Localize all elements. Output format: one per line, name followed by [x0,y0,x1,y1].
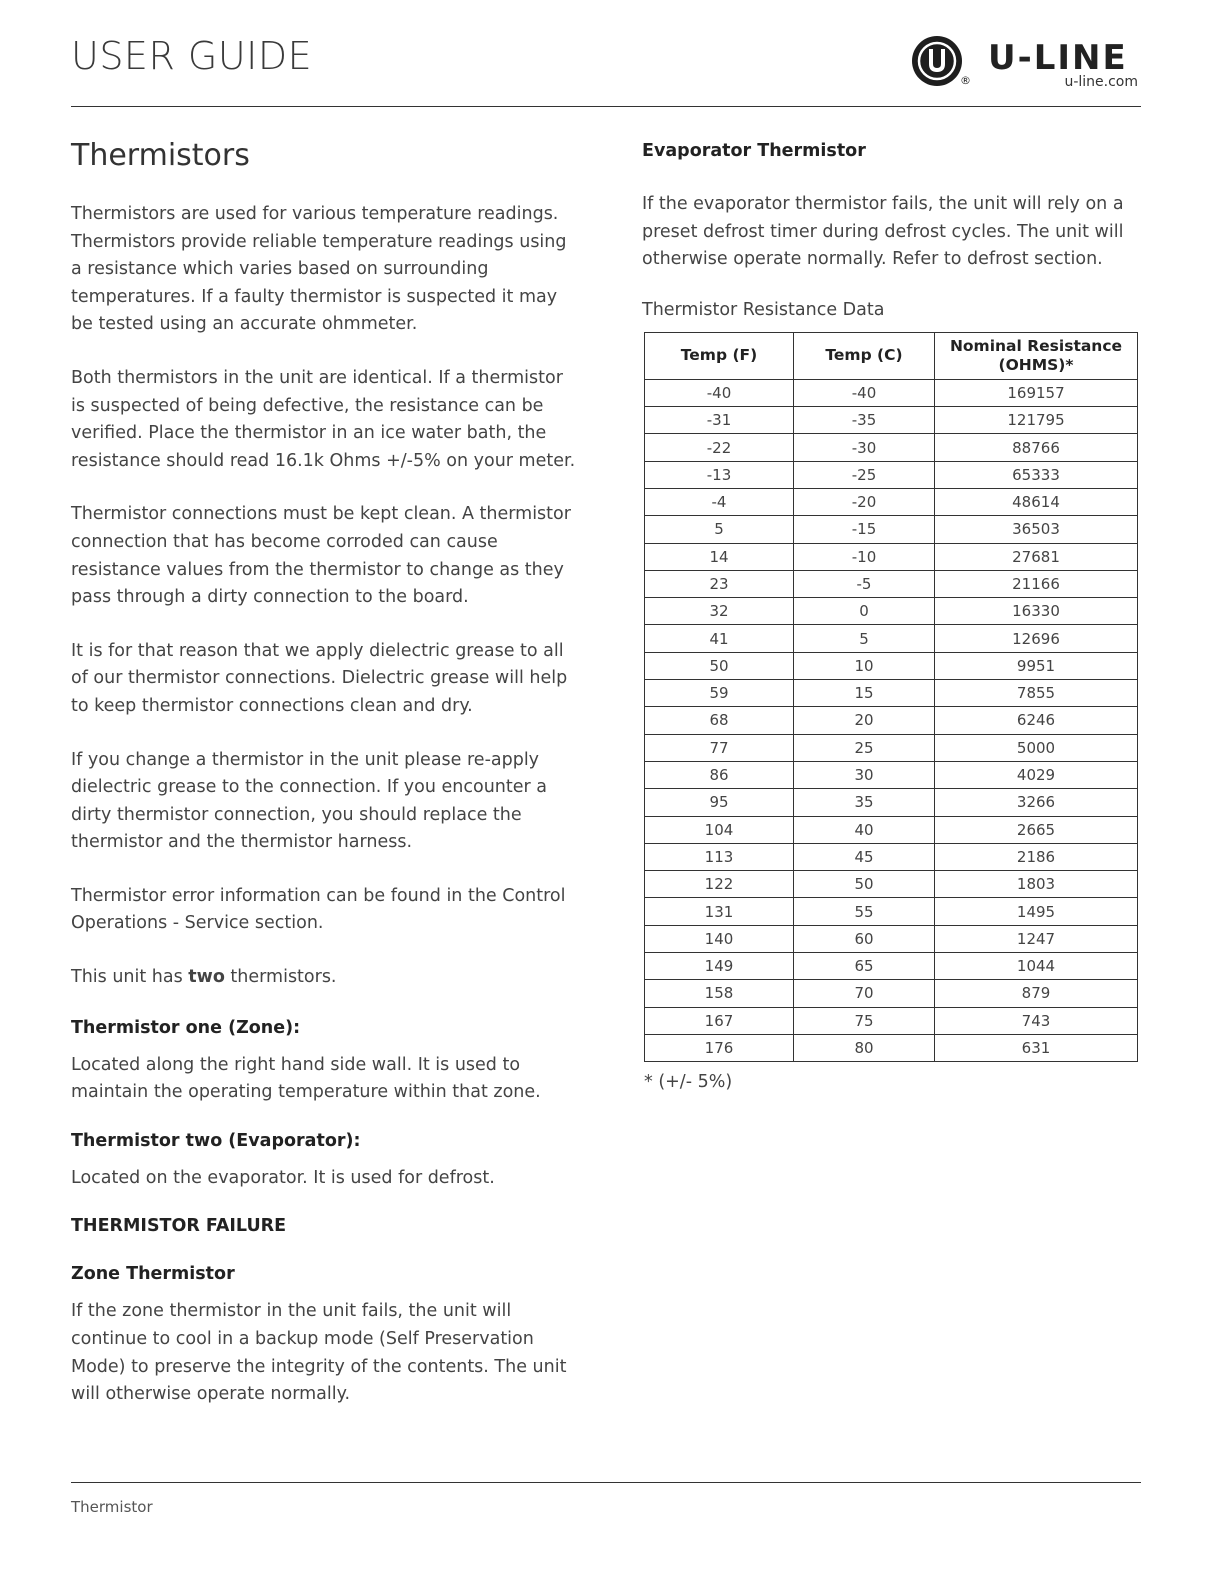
brand-logo [910,34,1150,94]
table-row [645,652,1138,679]
paragraph-count [71,964,581,992]
left-column [71,130,581,1435]
paragraph-evaporator: If the evaporator thermistor fails, the unit will rely on a preset defrost timer during defrost cycles. The unit will otherwise operate normally. Refer to defrost section. [642,194,1124,270]
cell-resistance: 1495 [935,898,1138,925]
cell-temp-c: 60 [794,925,935,952]
cell-temp-c: 50 [794,871,935,898]
cell-temp-f: -31 [645,407,794,434]
table-row [645,516,1138,543]
header-resistance: Nominal Resistance (OHMS)* [935,332,1138,379]
paragraph-thermistor-two: Located on the evaporator. It is used for defrost. [71,1167,495,1188]
cell-temp-f: 122 [645,871,794,898]
table-row [645,680,1138,707]
cell-temp-c: 55 [794,898,935,925]
cell-temp-c: -5 [794,570,935,597]
table-row [645,980,1138,1007]
cell-resistance: 1247 [935,925,1138,952]
heading-zone-thermistor: Zone Thermistor [71,1264,235,1285]
paragraph-error-info: Thermistor error information can be found in the Control Operations - Service section. [71,885,566,934]
table-row [645,434,1138,461]
cell-temp-c: 15 [794,680,935,707]
cell-temp-f: -13 [645,461,794,488]
cell-temp-f: 113 [645,843,794,870]
cell-resistance: 27681 [935,543,1138,570]
footer-divider [71,1482,1141,1483]
cell-temp-c: -30 [794,434,935,461]
cell-temp-f: 104 [645,816,794,843]
cell-temp-c: 20 [794,707,935,734]
heading-thermistor-failure: THERMISTOR FAILURE [71,1216,287,1237]
cell-temp-f: 149 [645,953,794,980]
cell-temp-f: 77 [645,734,794,761]
cell-temp-c: 5 [794,625,935,652]
cell-resistance: 121795 [935,407,1138,434]
table-header-row [645,332,1138,379]
table-row [645,871,1138,898]
cell-resistance: 21166 [935,570,1138,597]
cell-resistance: 48614 [935,488,1138,515]
heading-evaporator-thermistor: Evaporator Thermistor [642,141,866,161]
table-row [645,925,1138,952]
cell-temp-c: -25 [794,461,935,488]
cell-temp-c: 70 [794,980,935,1007]
cell-temp-c: 40 [794,816,935,843]
cell-temp-c: -10 [794,543,935,570]
footer-label: Thermistor [71,1498,153,1516]
right-column [642,130,1142,1092]
table-row [645,625,1138,652]
table-footnote: * (+/- 5%) [644,1072,733,1093]
cell-temp-f: 5 [645,516,794,543]
table-row [645,816,1138,843]
table-row [645,707,1138,734]
cell-resistance: 9951 [935,652,1138,679]
table-row [645,488,1138,515]
cell-temp-c: 25 [794,734,935,761]
cell-temp-f: -4 [645,488,794,515]
cell-temp-c: 45 [794,843,935,870]
table-row [645,543,1138,570]
cell-resistance: 1044 [935,953,1138,980]
cell-temp-c: 35 [794,789,935,816]
heading-thermistor-two: Thermistor two (Evaporator): [71,1130,361,1151]
table-row [645,843,1138,870]
cell-temp-f: 32 [645,598,794,625]
cell-temp-c: 75 [794,1007,935,1034]
table-row [645,761,1138,788]
cell-temp-f: 158 [645,980,794,1007]
cell-temp-f: 140 [645,925,794,952]
cell-temp-f: 68 [645,707,794,734]
table-row [645,461,1138,488]
cell-temp-c: -35 [794,407,935,434]
cell-temp-f: 167 [645,1007,794,1034]
cell-temp-c: 0 [794,598,935,625]
table-caption: Thermistor Resistance Data [642,299,885,320]
cell-temp-f: 176 [645,1034,794,1061]
cell-resistance: 12696 [935,625,1138,652]
cell-resistance: 6246 [935,707,1138,734]
cell-temp-f: 131 [645,898,794,925]
table-row [645,898,1138,925]
cell-resistance: 169157 [935,379,1138,406]
cell-temp-c: 65 [794,953,935,980]
paragraph-intro: Thermistors are used for various temperature readings. Thermistors provide reliable temperature readings using a resistance which varies based on surrounding temperatures. If a faulty thermistor is suspected it may be tested using an accurate ohmmeter. [71,204,567,335]
cell-temp-f: 95 [645,789,794,816]
brand-url[interactable]: u-line.com [1064,74,1138,90]
u-line-logo-icon [910,34,964,88]
cell-resistance: 16330 [935,598,1138,625]
paragraph-identical: Both thermistors in the unit are identical. If a thermistor is suspected of being defective, the resistance can be verified. Place the thermistor in an ice water bath, the resistance should read 16.1k Ohms +/-5% on your meter. [71,367,576,471]
section-heading: Thermistors [71,138,250,173]
table-row [645,1034,1138,1061]
cell-temp-c: 10 [794,652,935,679]
table-row [645,734,1138,761]
paragraph-replace: If you change a thermistor in the unit please re-apply dielectric grease to the connection. If you encounter a dirty thermistor connection, you should replace the thermistor and the thermistor harness. [71,749,547,853]
brand-name: U-LINE [988,38,1128,78]
count-text-post: thermistors. [224,967,337,988]
header-temp-f: Temp (F) [645,332,794,379]
page-title: USER GUIDE [71,34,313,78]
cell-temp-f: 23 [645,570,794,597]
cell-temp-f: -22 [645,434,794,461]
table-row [645,407,1138,434]
table-row [645,379,1138,406]
cell-resistance: 3266 [935,789,1138,816]
table-row [645,598,1138,625]
cell-resistance: 2186 [935,843,1138,870]
cell-temp-c: -20 [794,488,935,515]
table-row [645,789,1138,816]
table-row [645,570,1138,597]
cell-resistance: 2665 [935,816,1138,843]
heading-thermistor-one: Thermistor one (Zone): [71,1017,301,1038]
header-divider [71,106,1141,107]
count-text-pre: This unit has [71,967,189,988]
cell-resistance: 65333 [935,461,1138,488]
registered-mark: ® [960,74,971,87]
cell-temp-f: 14 [645,543,794,570]
cell-temp-c: -15 [794,516,935,543]
cell-resistance: 879 [935,980,1138,1007]
cell-resistance: 1803 [935,871,1138,898]
cell-temp-f: 59 [645,680,794,707]
table-body [645,379,1138,1061]
table-row [645,953,1138,980]
cell-temp-f: -40 [645,379,794,406]
cell-resistance: 36503 [935,516,1138,543]
cell-temp-c: 30 [794,761,935,788]
paragraph-zone-thermistor: If the zone thermistor in the unit fails, the unit will continue to cool in a backup mode (Self Preservation Mode) to preserve the integrity of the contents. The unit will otherwise operate normally. [71,1301,567,1405]
paragraph-grease: It is for that reason that we apply dielectric grease to all of our thermistor connections. Dielectric grease will help to keep thermistor connections clean and dry. [71,640,568,716]
table-row [645,1007,1138,1034]
cell-temp-c: 80 [794,1034,935,1061]
cell-resistance: 5000 [935,734,1138,761]
cell-resistance: 631 [935,1034,1138,1061]
cell-temp-f: 50 [645,652,794,679]
cell-resistance: 4029 [935,761,1138,788]
cell-resistance: 743 [935,1007,1138,1034]
paragraph-thermistor-one: Located along the right hand side wall. It is used to maintain the operating temperature within that zone. [71,1054,541,1103]
header-temp-c: Temp (C) [794,332,935,379]
paragraph-connections: Thermistor connections must be kept clean. A thermistor connection that has become corroded can cause resistance values from the thermistor to change as they pass through a dirty connection to the board. [71,504,571,608]
cell-resistance: 7855 [935,680,1138,707]
cell-temp-c: -40 [794,379,935,406]
resistance-table [644,332,1138,1062]
count-bold: two [188,967,225,988]
cell-resistance: 88766 [935,434,1138,461]
cell-temp-f: 41 [645,625,794,652]
cell-temp-f: 86 [645,761,794,788]
